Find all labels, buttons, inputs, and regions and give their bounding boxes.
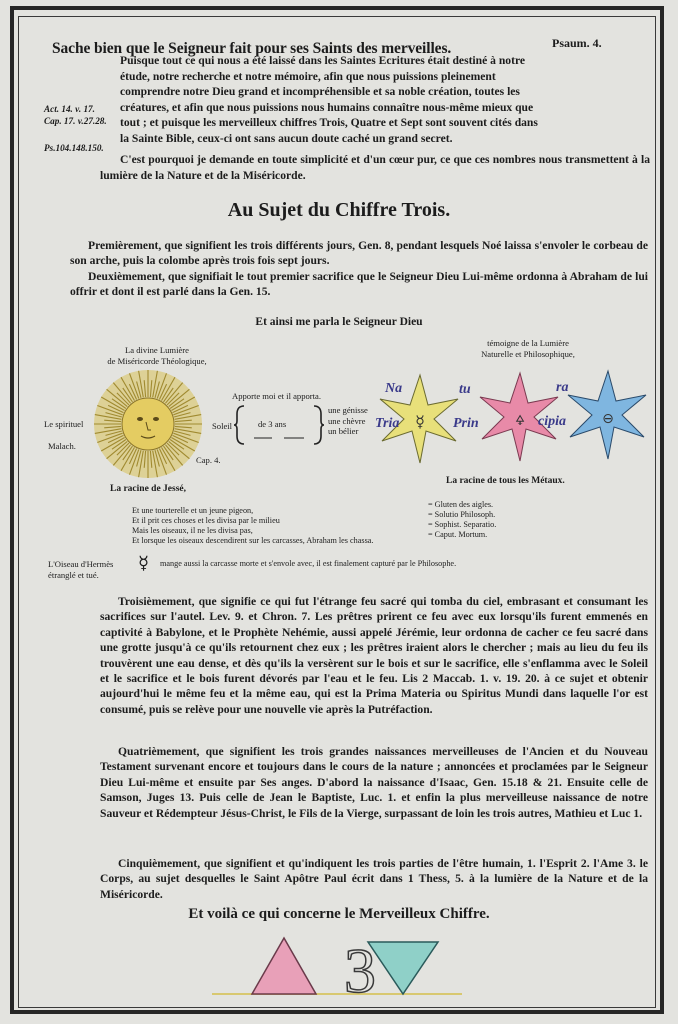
pourquoi-paragraph: C'est pourquoi je demande en toute simplicité et d'un cœur pur, ce que ces nombres nous transmettent à la lumière de la Nature et de la Miséricorde. bbox=[100, 153, 650, 182]
offrandes-list bbox=[328, 405, 368, 437]
tourterelle-line: Mais les oiseaux, il ne les divisa pas, bbox=[132, 526, 253, 535]
intro-line: comprendre notre Dieu grand et incompréhensible et sa noble création, toutes les bbox=[120, 85, 520, 99]
alchemy-item: = Solutio Philosoph. bbox=[428, 510, 496, 519]
apporte-label: Apporte moi et il apporta. bbox=[232, 391, 322, 401]
de-3-ans-label: de 3 ans bbox=[258, 419, 287, 429]
oiseau-label bbox=[48, 559, 148, 580]
triad-emblem bbox=[212, 930, 462, 998]
sulfur-icon: 🜍 bbox=[515, 413, 525, 429]
intro-line: étude, notre recherche et notre mémoire, afin que nous puissions pleinement bbox=[120, 69, 496, 83]
star-label-tria: Tria bbox=[375, 416, 400, 431]
racine-jesse-label: La racine de Jessé, bbox=[110, 484, 186, 494]
star-label-tu: tu bbox=[459, 382, 471, 397]
racine-metaux-label: La racine de tous les Métaux. bbox=[446, 476, 565, 486]
section-title: Au Sujet du Chiffre Trois. bbox=[227, 199, 451, 221]
tourterelle-line: Et il prit ces choses et les divisa par le milieu bbox=[132, 516, 280, 525]
alchemy-list bbox=[428, 500, 568, 540]
soleil-label: Soleil bbox=[212, 421, 233, 431]
alchemy-item: = Caput. Mortum. bbox=[428, 530, 488, 539]
divine-light-line: de Miséricorde Théologique, bbox=[107, 355, 207, 366]
star-label-ra: ra bbox=[556, 380, 569, 395]
intro-paragraph bbox=[120, 53, 650, 147]
margin-ref: Cap. 17. v.27.28. bbox=[44, 116, 107, 126]
mange-text: mange aussi la carcasse morte et s'envole avec, il est finalement capturé par le Philosophe. bbox=[160, 559, 457, 568]
teal-triangle-icon bbox=[368, 942, 438, 994]
malach-label: Malach. bbox=[48, 441, 76, 451]
tourterelle-line: Et lorsque les oiseaux descendirent sur les carcasses, Abraham les chassa. bbox=[132, 536, 374, 545]
cinquiemement-paragraph: Cinquièmement, que signifient et qu'indiquent les trois parties de l'être humain, 1. l'Esprit 2. l'Ame 3. le Corps, au sujet desquelles le Saint Apôtre Paul écrit dans 1 Thess, 5. à la lumière de la Nature et de la Miséricorde. bbox=[100, 857, 648, 901]
offrande-item: un bélier bbox=[328, 426, 359, 436]
three-stars bbox=[368, 365, 658, 475]
quatriemement-paragraph: Quatrièmement, que signifient les trois grandes naissances merveilleuses de l'Ancien et du Nouveau Testament survenant encore et toujours dans le cours de la nature ; annoncées et proclamées par le Seigneur Dieu Lui-même et ensuite par Ses anges. D'abord la naissance d'Isaac, Gen. 15.18 & 21. Ensuite celle de Samson, Juges 13. Puis celle de Jean le Baptiste, Luc. 1. et enfin la plus merveilleuse naissance de notre Sauveur et Rédempteur Jésus-Christ, le Fils de la Vierge, surpassant de loin les trois autres, Mathieu et Luc 1. bbox=[100, 745, 648, 820]
troisiemement-paragraph: Troisièmement, que signifie ce qui fut l'étrange feu sacré qui tomba du ciel, embrasant et consumant les sacrifices sur l'autel. Lev. 9. et Chron. 7. Les prêtres prirent ce feu avec eux lorsqu'ils furent emmenés en captivité à Babylone, et le Prophète Nehémie, aussi appelé Jérémie, leur ordonna de cacher ce feu sacré dans une grotte jusqu'à ce qu'ils retournent chez eux ; les prêtres iraient alors le chercher ; mais au lieu du feu ils trouvèrent une eau dense, et dès qu'ils la versèrent sur le bois et sur le sacrifice, elle s'enflamma avec le Soleil et le sacrifice et le bois furent dévorés par l'eau et le feu. Lis 2 Maccab. 1. v. 19. 20. à ce sujet et obtenir aujourd'hui le même feu et la même eau, qui est la Prima Materia ou Spiritus Mundi dans laquelle l'or est consumé, puis se relève pour une nouvelle vie après la Putréfaction. bbox=[100, 595, 648, 716]
intro-line: tout ; et puisque les merveilleux chiffres Trois, Quatre et Sept sont souvent cités dans bbox=[120, 116, 538, 130]
alchemy-item: = Gluten des aigles. bbox=[428, 500, 494, 509]
conclusion: Et voilà ce qui concerne le Merveilleux Chiffre. bbox=[188, 906, 490, 922]
temoigne-label bbox=[448, 338, 608, 359]
divine-light-line: La divine Lumière bbox=[125, 345, 189, 355]
premierement-paragraph: Premièrement, que signifient les trois différents jours, Gen. 8, pendant lesquels Noé laissa s'envoler le corbeau de son arche, puis la colombe après trois fois sept jours. bbox=[70, 239, 648, 268]
tourterelle-text bbox=[132, 506, 432, 546]
intro-line: Puisque tout ce qui nous a été laissé dans les Saintes Ecritures était destiné à notre bbox=[120, 54, 526, 67]
oiseau-line: L'Oiseau d'Hermès bbox=[48, 559, 114, 569]
margin-ref: Ps.104.148.150. bbox=[44, 143, 104, 153]
alchemy-item: = Sophist. Separatio. bbox=[428, 520, 497, 529]
star-label-na: Na bbox=[385, 381, 403, 396]
offrande-item: une chèvre bbox=[328, 415, 366, 426]
temoigne-line: témoigne de la Lumière bbox=[487, 338, 569, 348]
spirituel-label: Le spirituel bbox=[44, 419, 84, 429]
deuxiemement-paragraph: Deuxièmement, que signifiait le tout premier sacrifice que le Seigneur Dieu Lui-même ordonna à Abraham de lui offrir et dont il est parlé dans la Gen. 15. bbox=[70, 270, 648, 299]
pink-triangle-icon bbox=[252, 938, 316, 994]
oiseau-line: étranglé et tué. bbox=[48, 569, 99, 580]
mercury-icon: ☿ bbox=[415, 412, 425, 431]
margin-ref: Act. 14. v. 17. bbox=[44, 104, 95, 114]
page-heading: Sache bien que le Seigneur fait pour ses Saints des merveilles. bbox=[52, 40, 452, 57]
sun-emblem bbox=[90, 366, 206, 482]
cap-label: Cap. 4. bbox=[196, 455, 221, 465]
star-label-cipia: cipia bbox=[538, 414, 566, 429]
numeral-three: 3 bbox=[344, 935, 376, 998]
divine-light-label bbox=[92, 345, 222, 366]
salt-icon: ⊖ bbox=[602, 411, 614, 427]
offrande-item: une génisse bbox=[328, 405, 368, 415]
star-label-prin: Prin bbox=[453, 416, 479, 431]
temoigne-line: Naturelle et Philosophique, bbox=[481, 348, 575, 359]
diagram-caption: Et ainsi me parla le Seigneur Dieu bbox=[255, 316, 423, 328]
mercury-symbol-icon: ☿ bbox=[138, 553, 150, 574]
intro-line: la Sainte Bible, ceux-ci ont sans aucun doute caché un grand secret. bbox=[120, 131, 453, 145]
intro-line: créatures, et afin que nous puissions nous humains connaître nous-même mieux que bbox=[120, 100, 534, 114]
psalm-reference: Psaum. 4. bbox=[552, 36, 602, 50]
tourterelle-line: Et une tourterelle et un jeune pigeon, bbox=[132, 506, 254, 515]
